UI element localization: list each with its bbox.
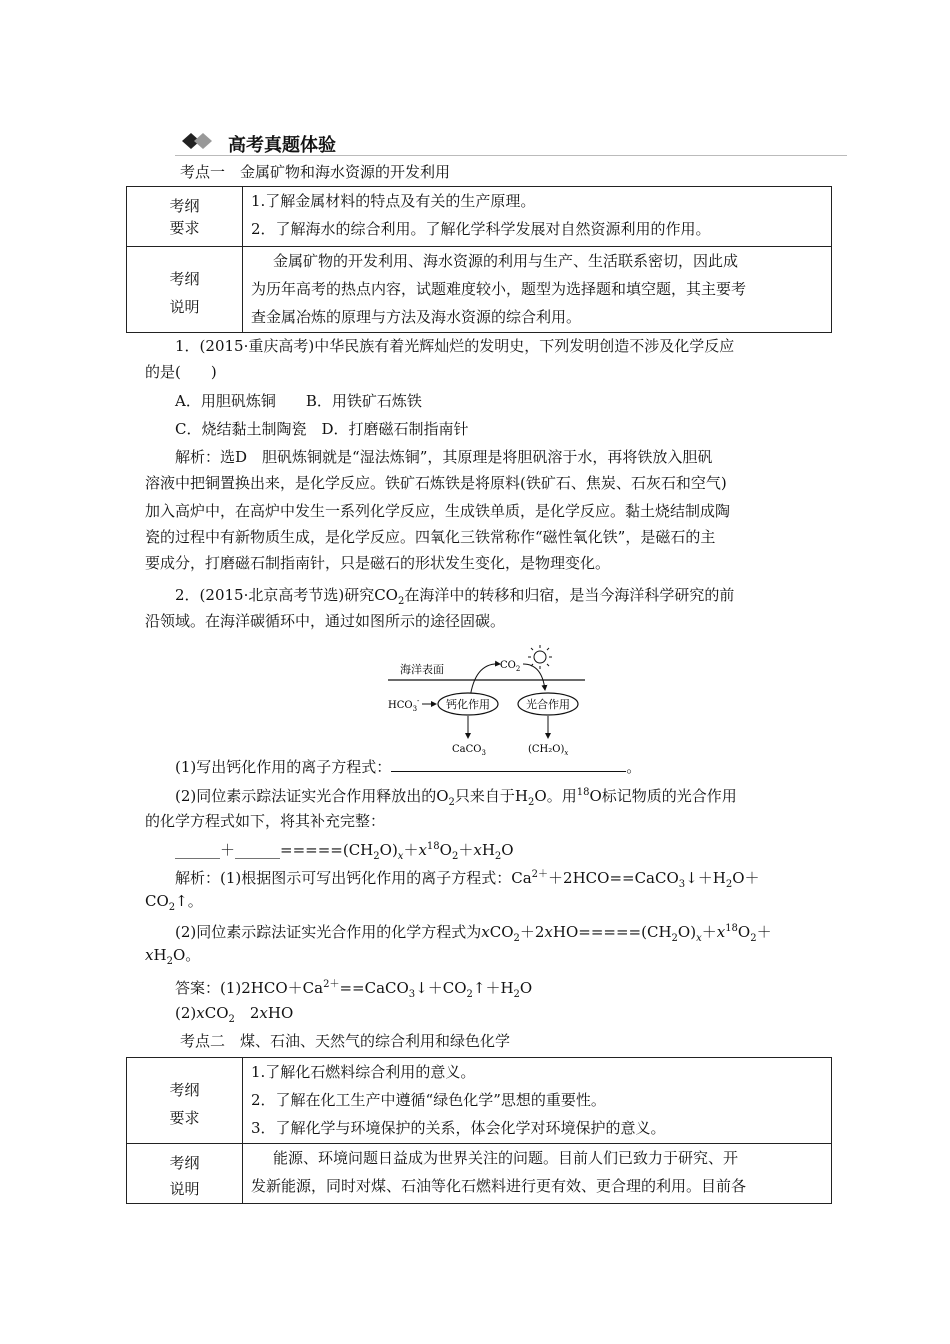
diagram-ch2o-label: $(CH_2O)_x$ [528, 744, 569, 757]
q2-answer-2: (2)xCO$_2$ 2xHO [175, 1004, 294, 1025]
diagram-calcification-label: 钙化作用 [446, 698, 490, 711]
q1-options-ab: A．用胆矾炼铜 B．用铁矿石炼铁 [175, 392, 422, 410]
q2-analysis-2: (2)同位素示踪法证实光合作用的化学方程式为$xCO_2+2xHO=====(CH_2O)_x+x^{18}O_2+$ [175, 923, 772, 944]
diagram-hco3-label: $HCO_3^-$ [388, 697, 420, 713]
topic2-table [126, 1057, 832, 1204]
topic2-note-label: 考纲 说明 [127, 1144, 243, 1204]
q2-equation-blank: $\_\_\_\_\_\_+\_\_\_\_\_\_=====(CH_2O)_x+x^{18}O_2+xH_2O$ [175, 841, 514, 862]
q1-options-cd: C．烧结黏土制陶瓷 D．打磨磁石制指南针 [175, 420, 469, 438]
topic2-req-label: 考纲 要求 [127, 1058, 243, 1144]
q1-analysis-line: 溶液中把铜置换出来，是化学反应。铁矿石炼铁是将原料(铁矿石、焦炭、石灰石和空气) [145, 474, 727, 492]
topic1-note-content: 金属矿物的开发利用、海水资源的利用与生产、生活联系密切，因此成 为历年高考的热点内容，试题难度较小，题型为选择题和填空题，其主要考 查金属冶炼的原理与方法及海水资源的综合利用。 [243, 247, 832, 333]
q2-analysis-1-cont: $CO_2↑$。 [145, 892, 203, 913]
q2-part2-cont: 的化学方程式如下，将其补充完整： [145, 812, 386, 830]
topic1-req-item: 2．了解海水的综合利用。了解化学科学发展对自然资源利用的作用。 [251, 220, 711, 238]
topic1-req-label: 考纲 要求 [127, 187, 243, 247]
q2-stem: 2．(2015·北京高考节选)研究$CO_2$在海洋中的转移和归宿，是当今海洋科学研究的前 [175, 586, 735, 607]
topic1-req-item: 1.了解金属材料的特点及有关的生产原理。 [251, 192, 536, 210]
q2-analysis-2-cont: $xH_2O$。 [145, 946, 201, 967]
q2-part2: (2)同位素示踪法证实光合作用释放出的$O_2$只来自于$H_2O$。用$^{18}$O标记物质的光合作用 [175, 787, 737, 808]
section-title: 高考真题体验 [228, 135, 336, 156]
topic1-table [126, 186, 832, 333]
q1-analysis-line: 要成分，打磨磁石制指南针，只是磁石的形状发生变化，是物理变化。 [145, 554, 611, 572]
topic2-req-item: 3．了解化学与环境保护的关系，体会化学对环境保护的意义。 [251, 1119, 666, 1137]
diagram-ocean-surface-label: 海洋表面 [400, 663, 444, 676]
q2-part1: (1)写出钙化作用的离子方程式： 。 [175, 758, 642, 776]
topic2-note-content: 能源、环境问题日益成为世界关注的问题。目前人们已致力于研究、开 发新能源，同时对煤、石油等化石燃料进行更有效、更合理的利用。目前各 [243, 1144, 832, 1204]
topic2-req-content [243, 1058, 832, 1144]
topic1-note-label: 考纲 说明 [127, 247, 243, 333]
diagram-photosynthesis-label: 光合作用 [526, 698, 570, 711]
q1-stem-cont: 的是( ) [145, 363, 217, 381]
section-diamond-icon [180, 132, 222, 150]
q1-stem: 1．(2015·重庆高考)中华民族有着光辉灿烂的发明史，下列发明创造不涉及化学反应 [175, 337, 735, 355]
diagram-co2-label: $CO_2$ [500, 660, 521, 673]
q1-analysis-line: 解析：选D 胆矾炼铜就是“湿法炼铜”，其原理是将胆矾溶于水，再将铁放入胆矾 [175, 448, 713, 466]
carbon-cycle-diagram [380, 640, 600, 760]
topic2-req-item: 2．了解在化工生产中遵循“绿色化学”思想的重要性。 [251, 1091, 606, 1109]
q1-analysis-line: 加入高炉中，在高炉中发生一系列化学反应，生成铁单质，是化学反应。黏土烧结制成陶 [145, 502, 731, 520]
topic1-heading: 考点一 金属矿物和海水资源的开发利用 [180, 163, 451, 181]
q2-analysis-1: 解析：(1)根据图示可写出钙化作用的离子方程式：$Ca^{2+}+2HCO==CaCO_3↓+H_2O+$ [175, 869, 760, 890]
q1-analysis-line: 瓷的过程中有新物质生成，是化学反应。四氧化三铁常称作“磁性氧化铁”，是磁石的主 [145, 528, 716, 546]
q2-answer-1: 答案：$(1)2HCO+Ca^{2+}==CaCO_3↓+CO_2↑+H_2O$ [175, 979, 533, 1000]
topic2-req-item: 1.了解化石燃料综合利用的意义。 [251, 1063, 476, 1081]
topic1-req-content [243, 187, 832, 247]
sun-icon [528, 645, 552, 669]
q2-stem-cont: 沿领域。在海洋碳循环中，通过如图所示的途径固碳。 [145, 612, 506, 630]
section-rule [175, 155, 847, 156]
diagram-caco3-label: CaCO$_3$ [452, 744, 486, 757]
topic2-heading: 考点二 煤、石油、天然气的综合利用和绿色化学 [180, 1032, 511, 1050]
